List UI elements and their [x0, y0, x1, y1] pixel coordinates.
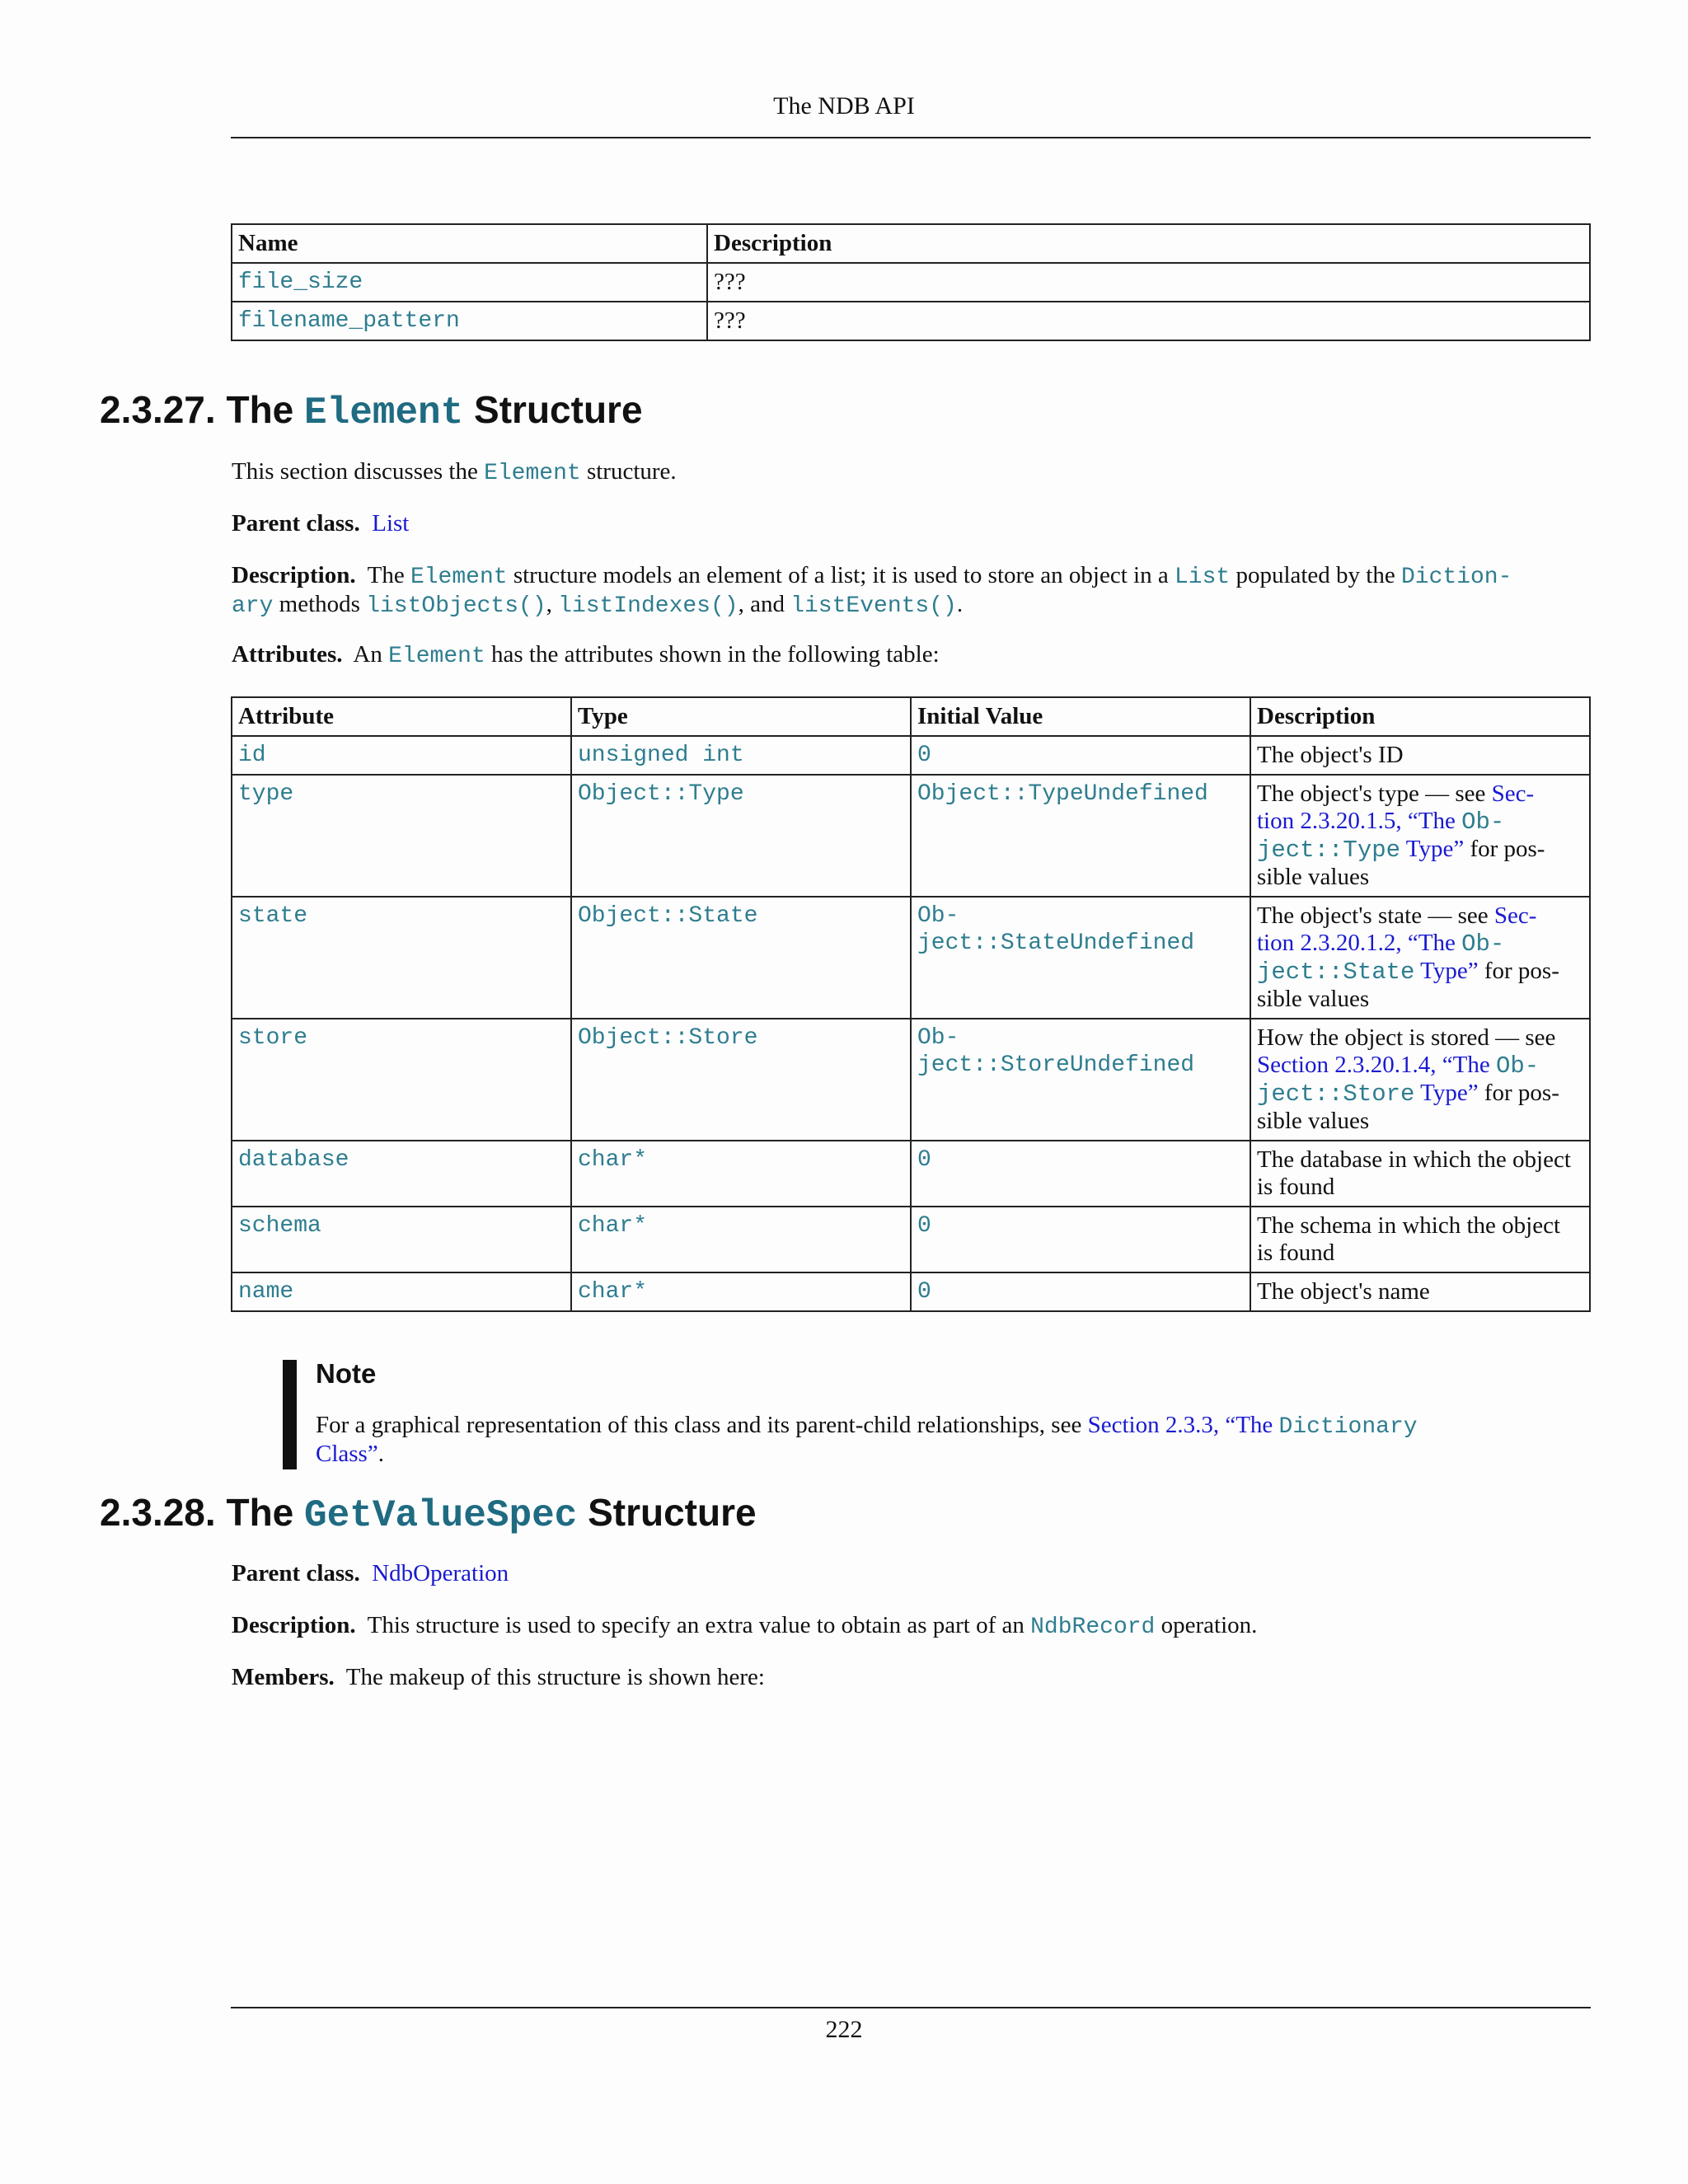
description-text: structure models an element of a list; it is used to store an object in a	[513, 562, 1169, 588]
link-code: Ob-	[1461, 808, 1505, 836]
table-row	[232, 736, 1590, 775]
attribute-description: The object's name	[1250, 1272, 1590, 1311]
members-paragraph	[232, 1664, 1592, 1691]
description-text: is found	[1257, 1174, 1335, 1200]
description-text: ,	[546, 591, 552, 617]
description-text: The object's type — see	[1257, 780, 1486, 807]
attribute-description	[1250, 1141, 1590, 1207]
section-number: 2.3.27.	[100, 388, 216, 431]
description-text: for pos-	[1484, 958, 1559, 984]
attribute-initial-value: Object::TypeUndefined	[911, 775, 1250, 897]
element-attributes-table	[231, 696, 1591, 1312]
inline-code: Diction-	[1400, 565, 1512, 590]
link-text: Section 2.3.20.1.4, “The	[1257, 1052, 1490, 1078]
intro-text: This section discusses the	[232, 458, 478, 485]
attribute-initial-value: 0	[911, 1272, 1250, 1311]
description-text: is found	[1257, 1240, 1335, 1266]
table-row	[232, 1207, 1590, 1272]
parent-class-link[interactable]: List	[372, 510, 410, 537]
attributes-label: Attributes.	[232, 641, 343, 668]
table-row	[232, 1141, 1590, 1207]
attributes-paragraph	[232, 641, 1592, 670]
attribute-type: Object::State	[571, 897, 911, 1019]
link-text: tion 2.3.20.1.2, “The	[1257, 930, 1456, 956]
members-text: The makeup of this structure is shown here:	[345, 1664, 765, 1690]
table-row	[232, 897, 1590, 1019]
description-text: methods	[279, 591, 360, 617]
member-description: ???	[707, 302, 1590, 340]
attribute-type: Object::Type	[571, 775, 911, 897]
description-text: .	[956, 591, 964, 617]
name-description-table	[231, 223, 1591, 341]
description-text: operation.	[1160, 1612, 1258, 1638]
inline-code: NdbRecord	[1030, 1615, 1156, 1640]
attributes-text: An	[353, 641, 382, 668]
link-code: ject::State	[1257, 958, 1415, 986]
attribute-initial-value: 0	[911, 1207, 1250, 1272]
link-text: Type”	[1405, 836, 1465, 862]
column-header-type: Type	[571, 697, 911, 736]
section-heading-getvaluespec	[100, 1490, 757, 1537]
description-text: for pos-	[1470, 836, 1545, 862]
section-number: 2.3.28.	[100, 1491, 216, 1534]
footer-rule	[231, 2007, 1591, 2008]
description-label: Description.	[232, 1612, 356, 1638]
inline-code: List	[1174, 565, 1231, 590]
description-text: The	[367, 562, 405, 588]
heading-word-structure: Structure	[474, 388, 643, 431]
note-title: Note	[316, 1358, 377, 1389]
member-name: file_size	[232, 263, 707, 302]
description-paragraph	[232, 562, 1592, 620]
link-text: Sec-	[1491, 780, 1535, 807]
attribute-name: database	[232, 1141, 571, 1207]
table-row	[232, 1272, 1590, 1311]
heading-word-the: The	[226, 1491, 294, 1534]
description-text: The schema in which the object	[1257, 1212, 1561, 1239]
inline-code: listEvents()	[790, 593, 957, 619]
link-code: Ob-	[1461, 930, 1505, 958]
description-text: The database in which the object	[1257, 1146, 1571, 1173]
description-text: sible values	[1257, 986, 1370, 1012]
column-header-description: Description	[707, 224, 1590, 263]
description-text: The object's state — see	[1257, 902, 1489, 929]
note-body-text: For a graphical representation of this class and its parent-child relationships, see	[316, 1412, 1082, 1438]
value-line: ject::StoreUndefined	[917, 1052, 1195, 1078]
running-header: The NDB API	[773, 92, 915, 120]
attribute-type: unsigned int	[571, 736, 911, 775]
value-line: Ob-	[917, 1025, 959, 1051]
attribute-description	[1250, 1019, 1590, 1141]
description-text: How the object is stored — see	[1257, 1024, 1556, 1051]
column-header-initial-value: Initial Value	[911, 697, 1250, 736]
link-text: Type”	[1420, 958, 1479, 984]
heading-word-structure: Structure	[588, 1491, 757, 1534]
members-label: Members.	[232, 1664, 335, 1690]
description-text: sible values	[1257, 864, 1370, 890]
description-text: sible values	[1257, 1108, 1370, 1134]
link-text: Class”	[316, 1441, 378, 1467]
column-header-attribute: Attribute	[232, 697, 571, 736]
attribute-description	[1250, 1207, 1590, 1272]
note-text	[316, 1412, 1486, 1468]
heading-structure-name: Element	[304, 391, 464, 434]
member-description: ???	[707, 263, 1590, 302]
value-line: Ob-	[917, 903, 959, 929]
attribute-name: name	[232, 1272, 571, 1311]
link-code: Ob-	[1495, 1052, 1540, 1080]
inline-code: listObjects()	[366, 593, 546, 619]
attribute-type: char*	[571, 1141, 911, 1207]
page-number: 222	[825, 2016, 863, 2043]
attribute-name: state	[232, 897, 571, 1019]
attribute-description: The object's ID	[1250, 736, 1590, 775]
attribute-description	[1250, 897, 1590, 1019]
attribute-name: store	[232, 1019, 571, 1141]
link-code: ject::Store	[1257, 1080, 1415, 1108]
inline-code: listIndexes()	[558, 593, 738, 619]
link-code: ject::Type	[1257, 837, 1401, 864]
inline-code: Element	[410, 565, 508, 590]
link-text: Type”	[1420, 1080, 1479, 1106]
attribute-name: type	[232, 775, 571, 897]
inline-code: ary	[232, 593, 274, 619]
section-heading-element	[100, 387, 643, 434]
attribute-name: schema	[232, 1207, 571, 1272]
intro-paragraph	[232, 458, 1592, 487]
description-text: This structure is used to specify an extra value to obtain as part of an	[367, 1612, 1025, 1638]
parent-class-label: Parent class.	[232, 510, 360, 537]
inline-code: Element	[484, 461, 581, 486]
table-header-row	[232, 697, 1590, 736]
member-name: filename_pattern	[232, 302, 707, 340]
attribute-type: char*	[571, 1207, 911, 1272]
table-row	[232, 1019, 1590, 1141]
heading-word-the: The	[226, 388, 294, 431]
attribute-initial-value	[911, 1019, 1250, 1141]
column-header-name: Name	[232, 224, 707, 263]
attribute-type: char*	[571, 1272, 911, 1311]
note-sidebar-bar	[283, 1360, 297, 1469]
table-row	[232, 302, 1590, 340]
table-header-row	[232, 224, 1590, 263]
note-body-text: .	[377, 1441, 384, 1467]
link-text: tion 2.3.20.1.5, “The	[1257, 808, 1456, 834]
parent-class-paragraph	[232, 510, 1592, 537]
heading-structure-name: GetValueSpec	[304, 1494, 578, 1537]
attributes-text: has the attributes shown in the following table:	[491, 641, 940, 668]
table-row	[232, 775, 1590, 897]
attribute-initial-value: 0	[911, 1141, 1250, 1207]
column-header-description: Description	[1250, 697, 1590, 736]
attribute-type: Object::Store	[571, 1019, 911, 1141]
attribute-description	[1250, 775, 1590, 897]
description-text: , and	[738, 591, 785, 617]
parent-class-link[interactable]: NdbOperation	[372, 1560, 509, 1586]
description-paragraph	[232, 1612, 1592, 1641]
link-text: Sec-	[1493, 902, 1537, 929]
parent-class-label: Parent class.	[232, 1560, 360, 1586]
table-row	[232, 263, 1590, 302]
link-code: Dictionary	[1278, 1414, 1418, 1440]
description-text: for pos-	[1484, 1080, 1559, 1106]
attribute-initial-value	[911, 897, 1250, 1019]
link-text: Section 2.3.3, “The	[1087, 1412, 1273, 1438]
attribute-initial-value: 0	[911, 736, 1250, 775]
inline-code: Element	[388, 644, 485, 669]
intro-text: structure.	[586, 458, 677, 485]
description-label: Description.	[232, 562, 356, 588]
header-rule	[231, 137, 1591, 138]
description-text: populated by the	[1236, 562, 1395, 588]
attribute-name: id	[232, 736, 571, 775]
value-line: ject::StateUndefined	[917, 930, 1195, 956]
parent-class-paragraph	[232, 1560, 1592, 1587]
